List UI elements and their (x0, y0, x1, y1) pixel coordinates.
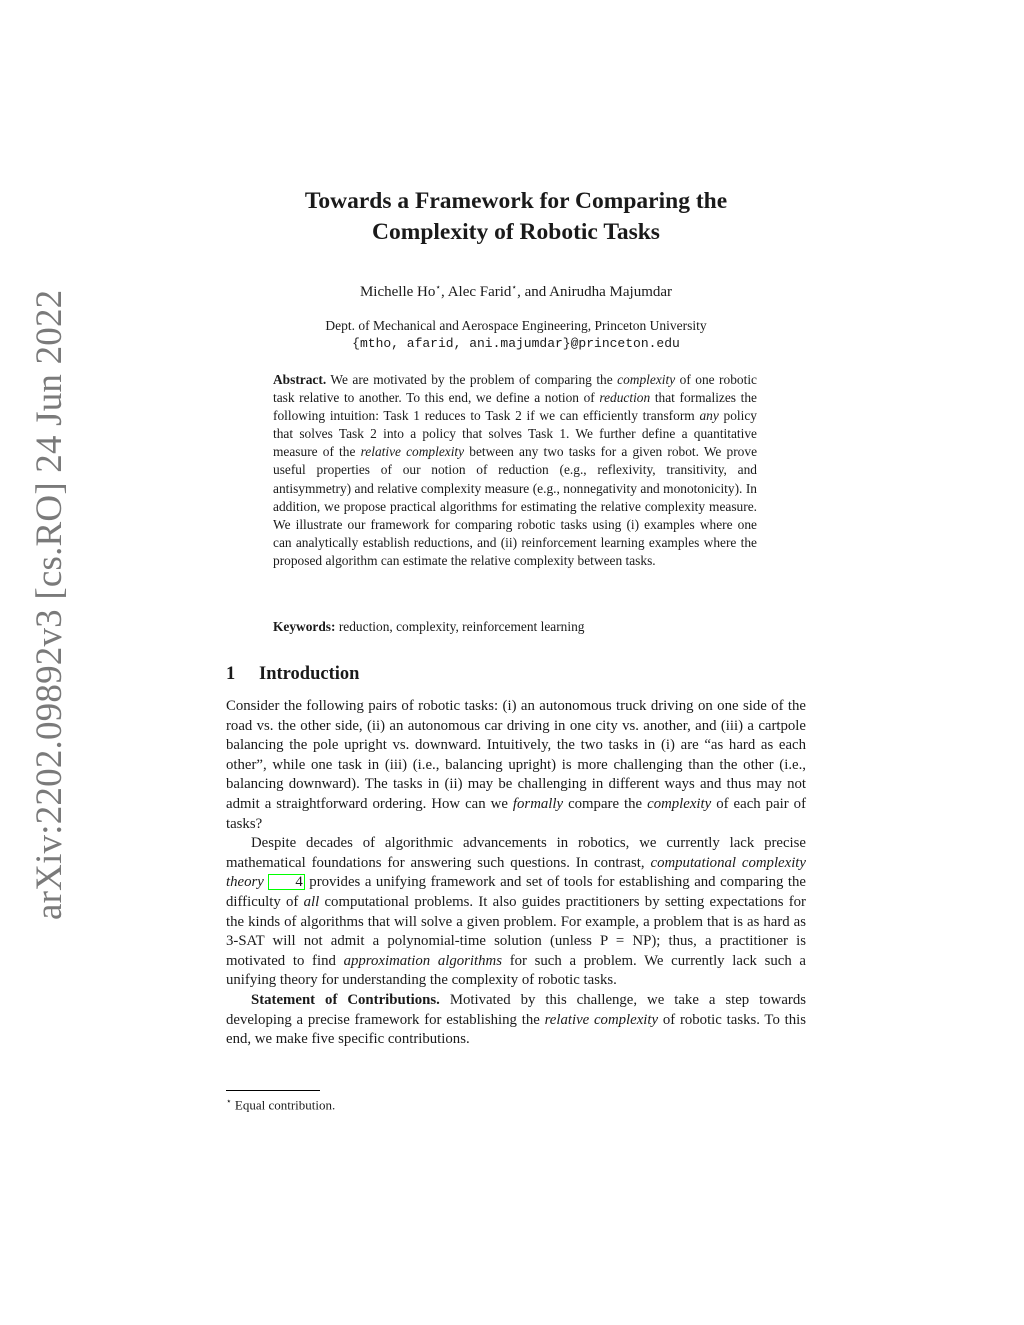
keywords-label: Keywords: (273, 619, 336, 634)
paragraph-text: computational problems. It also guides practitioners by setting expectations for the kinds of algorithms that will solve a given problem. For example, a problem that is as hard as 3-SAT will not admit a polynomial-time solution (unless P = NP); thus, a practitioner is motivated to find (226, 893, 806, 969)
abstract-emphasis: any (699, 408, 719, 424)
paragraph-1 (226, 697, 806, 834)
footnote-rule (226, 1090, 320, 1091)
author-1: Michelle Ho (359, 284, 436, 300)
title-line-1: Towards a Framework for Comparing the (304, 188, 728, 214)
paragraph-emphasis: complexity (647, 795, 712, 812)
footnote-text: Equal contribution. (231, 1097, 336, 1113)
abstract-text: between any two tasks for a given robot. We prove useful properties of our notion of reduction (e.g., reflexivity, transitivity, and antisymmetry) and relative complexity measure (e.g., nonnegativity and monotonicity). In addition, we propose practical algorithms for estimating the relative complexity measure. We illustrate our framework for comparing robotic tasks using (i) examples where one can analytically establish reductions, and (ii) reinforcement learning examples where the proposed algorithm can estimate the relative complexity between tasks. (273, 444, 758, 568)
section-number: 1 (226, 664, 236, 684)
equal-contribution-mark: ⋆ (511, 282, 518, 292)
abstract-text: policy that solves Task 2 into a policy that solves Task 1. We further define a quantitative measure of the (273, 408, 757, 460)
keywords-text: reduction, complexity, reinforcement learning (335, 619, 585, 634)
paragraph-label: Statement of Contributions. (251, 991, 440, 1008)
paragraph-emphasis: all (303, 893, 320, 910)
paragraph-text: of robotic tasks. To this end, we make five specific contributions. (226, 1011, 806, 1048)
abstract-label: Abstract. (273, 372, 327, 387)
paragraph-text: provides a unifying framework and set of tools for establishing and comparing the difficulty of (226, 874, 806, 910)
citation-link[interactable]: 4 (268, 874, 304, 890)
paragraph-text: Motivated by this challenge, we take a step towards developing a precise framework for establishing the (226, 991, 807, 1028)
footnote-mark: ⋆ (226, 1096, 232, 1106)
abstract-emphasis: complexity (617, 372, 676, 387)
paragraph-3 (226, 991, 806, 1050)
author-separator: , (441, 284, 448, 300)
author-3: and Anirudha Majumdar (524, 284, 673, 300)
paragraph-text: Consider the following pairs of robotic tasks: (i) an autonomous truck driving on one side of the road vs. the other side, (ii) an autonomous car driving in one city vs. another, and (iii) a cartpole balancing the pole upright vs. downward. Intuitively, the two tasks in (i) are “as hard as each other”, while one task in (iii) (i.e., balancing upright) is more challenging than the other (i.e., balancing downward). The tasks in (ii) may be challenging in different ways and thus may not admit a straightforward ordering. How can we (226, 698, 806, 812)
paragraph-text: of each pair of tasks? (226, 795, 807, 832)
abstract-text: We are motivated by the problem of comparing the (326, 372, 618, 387)
paragraph-emphasis: computational complexity theory (226, 854, 806, 891)
paragraph-emphasis: formally (512, 795, 564, 812)
abstract-emphasis: relative complexity (360, 444, 465, 460)
affiliation: Dept. of Mechanical and Aerospace Engineering, Princeton University (325, 318, 707, 333)
section-title: Introduction (259, 664, 360, 684)
author-separator: , (517, 284, 525, 300)
paragraph-emphasis: approximation algorithms (343, 952, 502, 969)
paragraph-2 (226, 834, 806, 991)
abstract-text: of one robotic task relative to another. To this end, we define a notion of (273, 372, 757, 406)
abstract (273, 371, 757, 570)
section-body (226, 697, 806, 1050)
paragraph-emphasis: relative complexity (544, 1011, 659, 1028)
paragraph-text: for such a problem. We currently lack such a unifying theory for understanding the complexity of robotic tasks. (226, 952, 806, 989)
abstract-text: that formalizes the following intuition: Task 1 reduces to Task 2 if we can efficiently transform (273, 390, 757, 424)
equal-contribution-mark: ⋆ (435, 282, 441, 292)
paragraph-text: Despite decades of algorithmic advancements in robotics, we currently lack precise mathematical foundations for answering such questions. In contrast, (226, 835, 806, 871)
arxiv-identifier: arXiv:2202.09892v3 [cs.RO] 24 Jun 2022 (29, 289, 70, 920)
section-heading (226, 664, 359, 685)
affiliation-block (226, 317, 806, 353)
author-list (226, 282, 806, 301)
footnote (226, 1096, 335, 1113)
abstract-emphasis: reduction (599, 390, 651, 406)
paragraph-text: compare the (563, 795, 648, 812)
author-2: Alec Farid (447, 284, 512, 300)
keywords (273, 619, 757, 635)
paper-title (226, 186, 806, 248)
author-emails: {mtho, afarid, ani.majumdar}@princeton.edu (352, 336, 680, 351)
title-line-2: Complexity of Robotic Tasks (372, 219, 660, 245)
